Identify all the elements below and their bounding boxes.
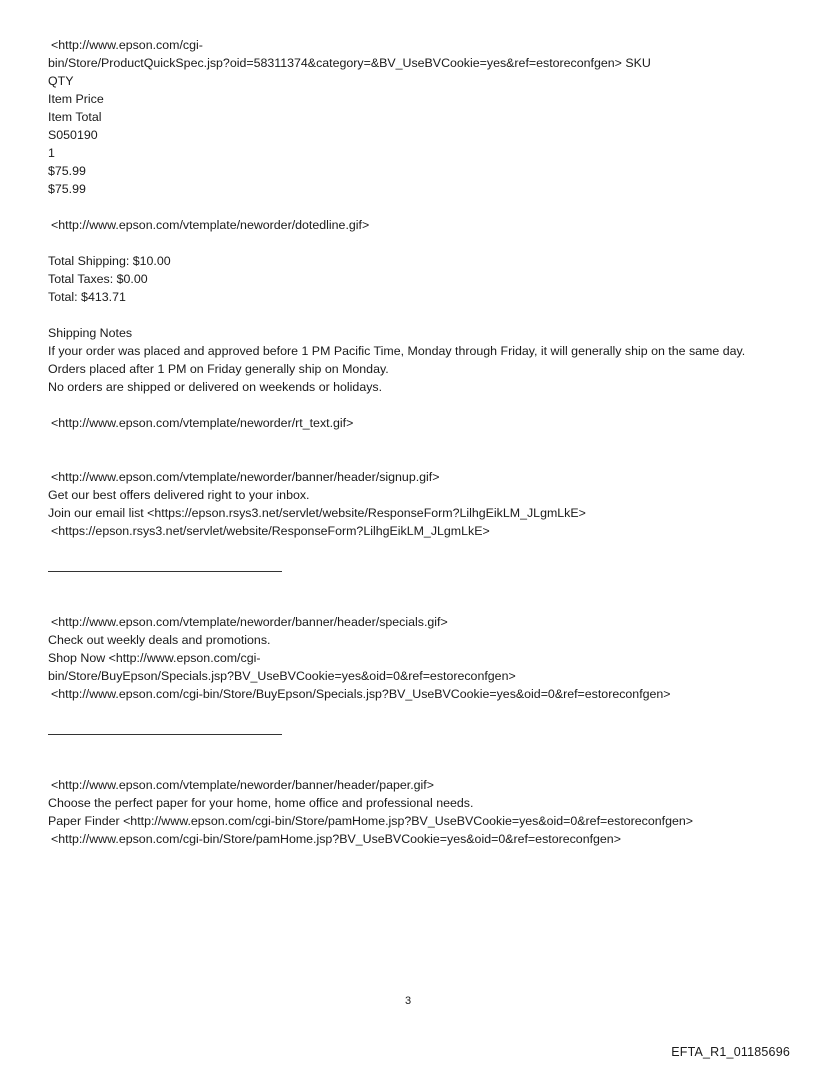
header-qty: QTY: [48, 74, 74, 88]
signup-text: Get our best offers delivered right to your inbox.: [48, 488, 310, 502]
dotted-line-image-link[interactable]: <http://www.epson.com/vtemplate/neworder/dotedline.gif>: [51, 218, 370, 232]
order-total: Total: $413.71: [48, 290, 126, 304]
paper-finder-url[interactable]: <http://www.epson.com/cgi-bin/Store/pamHome.jsp?BV_UseBVCookie=yes&oid=0&ref=estoreconfgen>: [51, 832, 621, 846]
header-item-price: Item Price: [48, 92, 104, 106]
bates-number: EFTA_R1_01185696: [671, 1045, 790, 1059]
shipping-note-1: If your order was placed and approved before 1 PM Pacific Time, Monday through Friday, it will generally ship on the same day.: [48, 344, 746, 358]
total-shipping: Total Shipping: $10.00: [48, 254, 171, 268]
shop-now-link-continued[interactable]: bin/Store/BuyEpson/Specials.jsp?BV_UseBVCookie=yes&oid=0&ref=estoreconfgen>: [48, 669, 516, 683]
value-sku: S050190: [48, 128, 98, 142]
signup-image-link[interactable]: <http://www.epson.com/vtemplate/neworder/banner/header/signup.gif>: [51, 470, 440, 484]
total-taxes: Total Taxes: $0.00: [48, 272, 148, 286]
document-body: [48, 36, 778, 848]
shipping-note-3: No orders are shipped or delivered on weekends or holidays.: [48, 380, 383, 394]
specials-image-link[interactable]: <http://www.epson.com/vtemplate/neworder/banner/header/specials.gif>: [51, 615, 448, 629]
specials-text: Check out weekly deals and promotions.: [48, 633, 271, 647]
value-item-total: $75.99: [48, 182, 86, 196]
shipping-note-2: Orders placed after 1 PM on Friday generally ship on Monday.: [48, 362, 389, 376]
product-link[interactable]: <http://www.epson.com/cgi-: [51, 38, 203, 52]
shipping-notes-title: Shipping Notes: [48, 326, 133, 340]
paper-image-link[interactable]: <http://www.epson.com/vtemplate/neworder/banner/header/paper.gif>: [51, 778, 434, 792]
value-qty: 1: [48, 146, 55, 160]
paper-text: Choose the perfect paper for your home, home office and professional needs.: [48, 796, 474, 810]
specials-url[interactable]: <http://www.epson.com/cgi-bin/Store/BuyEpson/Specials.jsp?BV_UseBVCookie=yes&oid=0&ref=estoreconfgen>: [51, 687, 671, 701]
value-item-price: $75.99: [48, 164, 86, 178]
email-list-url[interactable]: <https://epson.rsys3.net/servlet/website/ResponseForm?LilhgEikLM_JLgmLkE>: [51, 524, 490, 538]
shop-now-link[interactable]: Shop Now <http://www.epson.com/cgi-: [48, 651, 261, 665]
header-item-total: Item Total: [48, 110, 102, 124]
product-link-continued[interactable]: bin/Store/ProductQuickSpec.jsp?oid=58311374&category=&BV_UseBVCookie=yes&ref=estoreconfgen> SKU: [48, 56, 651, 70]
page-number: 3: [404, 995, 412, 1007]
email-list-link[interactable]: Join our email list <https://epson.rsys3.net/servlet/website/ResponseForm?LilhgEikLM_JLgmLkE>: [48, 506, 586, 520]
rt-text-image-link[interactable]: <http://www.epson.com/vtemplate/neworder/rt_text.gif>: [51, 416, 354, 430]
paper-finder-link[interactable]: Paper Finder <http://www.epson.com/cgi-bin/Store/pamHome.jsp?BV_UseBVCookie=yes&oid=0&ref=estoreconfgen>: [48, 814, 694, 828]
